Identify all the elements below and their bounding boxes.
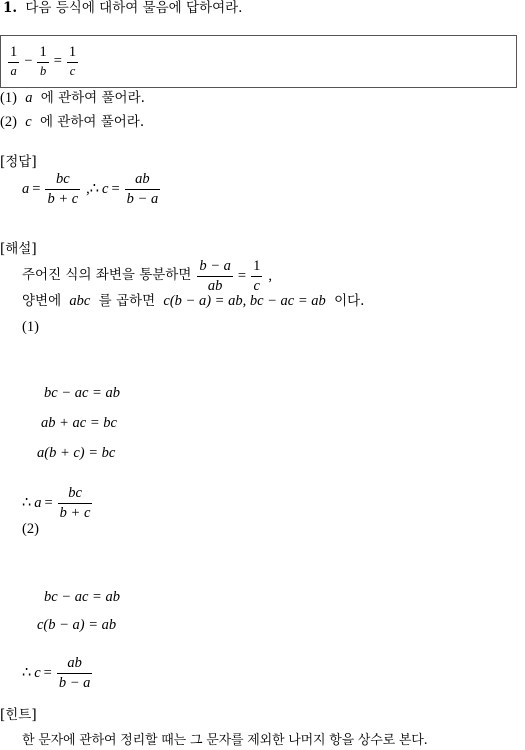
solution-header: [해설] <box>0 241 37 257</box>
answer-a-fraction: $\frac{bc}{b + c}$ <box>47 171 79 207</box>
solution-line-1: 주어진 식의 좌변을 통분하면 $\frac{b - a}{ab}$ = $\frac{1}{c}$ , <box>22 258 272 294</box>
hint-text: 한 문자에 관하여 정리할 때는 그 문자를 제외한 나머지 항을 상수로 본다. <box>22 733 428 748</box>
problem-text: 다음 등식에 대하여 물음에 답하여라. <box>25 0 243 16</box>
question-2: (2) c 에 관하여 풀어라. <box>0 114 145 130</box>
problem-number: 1. <box>3 0 18 16</box>
question-1: (1) a 에 관하여 풀어라. <box>0 90 145 106</box>
solution-part-1-step-1: bc − ac = ab <box>44 385 120 401</box>
solution-part-2-result: ∴ c = $\frac{ab}{b - a}$ <box>22 655 91 691</box>
fraction-1-over-a: $\frac{1}{a}$ <box>10 44 18 78</box>
solution-part-1-label: (1) <box>22 319 39 335</box>
solution-line-2: 양변에 abc 를 곱하면 c(b − a) = ab, bc − ac = ab 이다. <box>22 293 365 309</box>
answer-formula: a = $\frac{bc}{b + c}$ ,∴ c = $\frac{ab}{b - a}$ <box>22 171 159 207</box>
solution-fraction-2: $\frac{1}{c}$ <box>253 258 261 294</box>
solution-part-1-step-2: ab + ac = bc <box>41 415 117 431</box>
fraction-1-over-c: $\frac{1}{c}$ <box>68 44 77 78</box>
solution-part-1-fraction: $\frac{bc}{b + c}$ <box>59 485 91 521</box>
solution-fraction-1: $\frac{b - a}{ab}$ <box>199 258 231 294</box>
solution-part-2-fraction: $\frac{ab}{b - a}$ <box>58 655 91 691</box>
solution-part-1-result: ∴ a = $\frac{bc}{b + c}$ <box>22 485 91 521</box>
problem-statement <box>3 2 242 16</box>
solution-part-2-step-1: bc − ac = ab <box>44 589 120 605</box>
solution-part-2-label: (2) <box>22 521 39 537</box>
solution-part-2-step-2: c(b − a) = ab <box>37 617 117 633</box>
solution-part-1-step-3: a(b + c) = bc <box>37 445 116 461</box>
fraction-1-over-b: $\frac{1}{b}$ <box>39 44 47 78</box>
hint-header: [힌트] <box>0 707 37 723</box>
answer-header: [정답] <box>0 154 37 170</box>
given-equation: $\frac{1}{a}$ − $\frac{1}{b}$ = $\frac{1}{c}$ <box>10 44 77 78</box>
answer-c-fraction: $\frac{ab}{b - a}$ <box>126 171 159 207</box>
